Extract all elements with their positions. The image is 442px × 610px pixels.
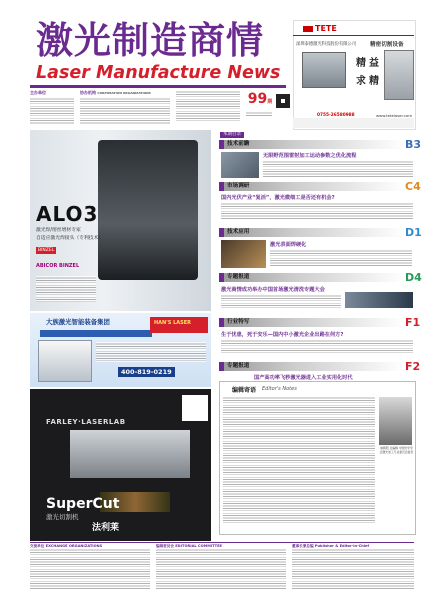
masthead-divider <box>30 85 286 88</box>
footer <box>30 544 414 594</box>
toc-page-2: D1 <box>405 226 422 239</box>
toc-section-4[interactable]: 行业特写 <box>219 318 404 327</box>
editor-notes-text <box>223 396 375 524</box>
ad-hans-phone: 400-819-0219 <box>118 367 175 377</box>
coorg-heading: 协办机构 CORPORATION ORGANIZATIONS <box>80 90 151 95</box>
ad-hans-title: 大族激光智能装备集团 <box>46 318 110 326</box>
toc-headline-5[interactable]: 国产高功率飞秒激光器进入工业实用化时代 <box>254 375 353 381</box>
ad-tete-slogan-2: 求精 <box>356 76 382 87</box>
toc-section-5[interactable]: 专题报道 <box>219 362 404 371</box>
ad-tete-divider <box>293 35 414 36</box>
ad-alo3-line-2: 自适应激光焊接头（专利技术） <box>36 236 104 241</box>
toc-headline-0[interactable]: 无限野范围雷射加工运动参数之优化流程 <box>263 153 357 159</box>
ad-tete-product: 精密切割设备 <box>370 42 404 48</box>
editor-notes-title-en: Editor's Notes <box>262 386 297 392</box>
footer-publisher-heading: 董事长兼总编 Publisher & Editor-in-Chief <box>292 544 370 548</box>
masthead-title-cn: 激光制造商情 <box>36 19 264 62</box>
toc-excerpt-0 <box>263 160 413 178</box>
toc-page-5: F2 <box>405 360 421 373</box>
ad-tete-machine-image <box>302 52 346 88</box>
sponsor-heading: 主办单位 <box>30 90 46 95</box>
ad-tete-website[interactable]: www.tetelaser.com <box>376 113 413 118</box>
toc-page-0: B3 <box>405 138 422 151</box>
ad-tete-footer <box>293 118 414 128</box>
ad-hans-machine-image <box>38 340 92 382</box>
toc-thumb-3 <box>345 292 413 308</box>
masthead-title-en: Laser Manufacture News <box>36 63 281 83</box>
ad-farley-brand: 法利莱 <box>92 523 120 533</box>
toc-section-1[interactable]: 市场调研 <box>219 182 404 191</box>
ad-tete-machine-image-2 <box>384 50 414 100</box>
ad-tete-slogan-1: 精益 <box>356 58 382 69</box>
ad-alo3-logo: ALO3 <box>36 202 99 226</box>
ad-farley-machine-image <box>70 430 190 478</box>
toc-thumb-2 <box>221 240 266 268</box>
toc-excerpt-4 <box>221 339 413 353</box>
toc-page-3: D4 <box>405 271 422 284</box>
ad-tete-phone: 0755-26580988 <box>317 113 355 118</box>
ad-farley-logo: FARLEY·LASERLAB <box>46 418 126 426</box>
toc-headline-3[interactable]: 激光商情成功举办中国首场激光清洗专题大会 <box>221 287 325 293</box>
ad-alo3-laser-head-image <box>98 140 198 280</box>
ad-alo3-brand-binzel: BINZEL <box>38 248 55 253</box>
ad-alo3-line-1: 激光焊/熔丝增材专家 <box>36 228 81 233</box>
ad-farley-product: SuperCut <box>46 496 120 512</box>
toc-headline-2[interactable]: 激光表面焊硬化 <box>270 242 307 248</box>
qr-code-icon <box>276 94 290 108</box>
ad-farley-product-cn: 激光切割机 <box>46 513 79 521</box>
editor-caption: 姚朝阳 总编辑 中国光学学会激光加工专业委员会委员 <box>379 446 414 454</box>
ad-hans-tagline-bar <box>40 330 152 337</box>
ad-hans-details <box>96 342 206 362</box>
footer-committee-heading: 编辑委员会 EDITORIAL COMMITTEE <box>156 544 223 548</box>
footer-exchange-heading: 交流单位 EXCHANGE ORGANIZATIONS <box>30 544 103 548</box>
toc-page-4: F1 <box>405 316 421 329</box>
toc-excerpt-3 <box>221 294 341 308</box>
ad-alo3-brand-abicor: ABICOR BINZEL <box>36 263 80 269</box>
toc-headline-4[interactable]: 生于忧患，死于安乐—国内中小激光企业出路在何方? <box>221 332 344 338</box>
toc-page-1: C4 <box>405 180 421 193</box>
issue-number: 99期 <box>246 92 274 117</box>
ad-hans-banner-text: HAN'S LASER <box>154 320 192 326</box>
editor-notes-title: 编辑寄语 <box>232 387 257 394</box>
toc-section-3[interactable]: 专题报道 <box>219 273 404 282</box>
toc-section-2[interactable]: 技术应用 <box>219 228 404 237</box>
ad-alo3-details <box>36 276 96 302</box>
footer-divider <box>30 542 414 543</box>
toc-excerpt-1 <box>221 202 413 220</box>
toc-section-0[interactable]: 技术前瞻 <box>219 140 404 149</box>
tete-logo: TETE <box>303 24 337 33</box>
toc-excerpt-2 <box>270 249 412 267</box>
editor-photo <box>379 397 412 445</box>
toc-thumb-0 <box>221 152 259 178</box>
toc-label: 本期目录 <box>220 132 244 138</box>
ad-tete-company: 深圳泰德激光科技股份有限公司 <box>296 42 357 47</box>
toc-headline-1[interactable]: 国内光伏产业“复活”，激光微细工是否还有机会? <box>221 195 335 201</box>
ad-farley-qr-icon <box>182 395 208 421</box>
